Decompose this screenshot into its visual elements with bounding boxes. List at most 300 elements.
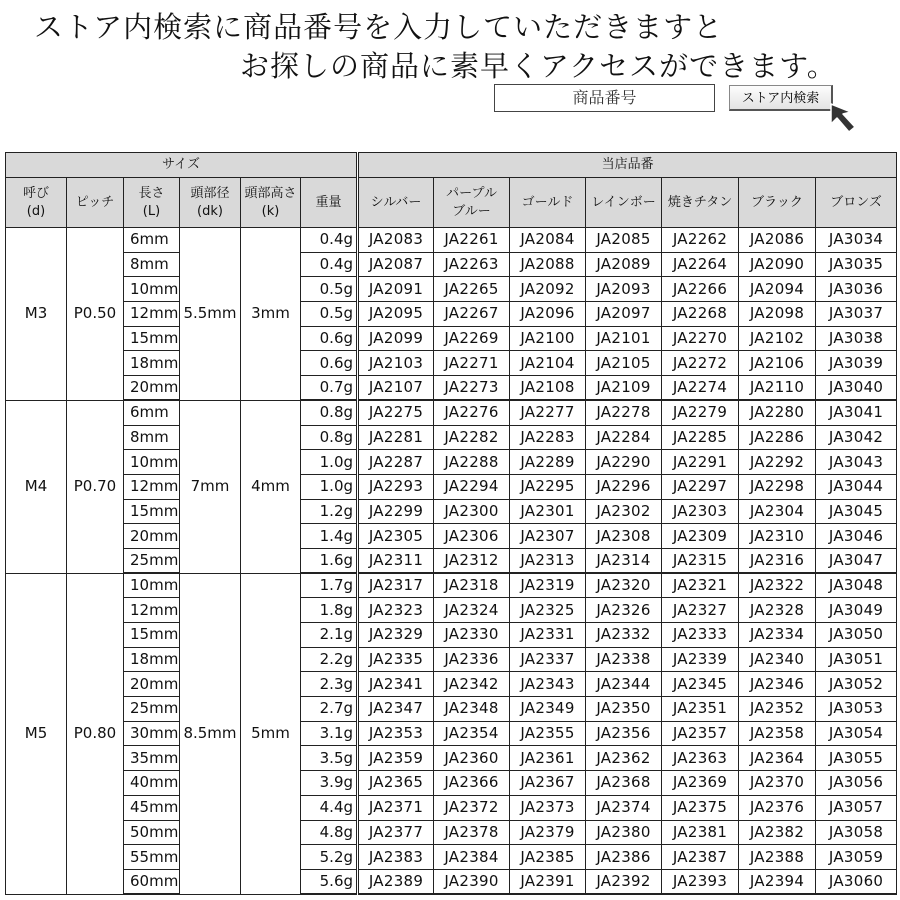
cell-product-code: JA2085 [586, 228, 662, 253]
cell-product-code: JA2105 [586, 351, 662, 376]
cell-product-code: JA2109 [586, 376, 662, 401]
col-header-finish-1: パープル ブルー [434, 178, 510, 228]
cell-product-code: JA2304 [739, 499, 816, 524]
cell-length: 10mm [124, 573, 180, 598]
cell-product-code: JA2388 [739, 845, 816, 870]
size-group-header: サイズ [6, 153, 358, 178]
table-row [6, 351, 897, 376]
cell-product-code: JA2365 [358, 771, 434, 796]
cell-product-code: JA2084 [510, 228, 586, 253]
cell-length: 8mm [124, 252, 180, 277]
cell-weight: 0.4g [301, 228, 358, 253]
cell-product-code: JA2091 [358, 277, 434, 302]
cell-product-code: JA2276 [434, 400, 510, 425]
cell-product-code: JA2372 [434, 795, 510, 820]
cell-weight: 1.0g [301, 474, 358, 499]
cell-length: 20mm [124, 672, 180, 697]
cell-product-code: JA2261 [434, 228, 510, 253]
cell-size: M3 [6, 228, 67, 401]
cell-product-code: JA2379 [510, 820, 586, 845]
cell-weight: 0.4g [301, 252, 358, 277]
table-row [6, 697, 897, 722]
col-header-length: 長さ (L) [124, 178, 180, 228]
cell-product-code: JA2264 [662, 252, 739, 277]
cell-product-code: JA3060 [816, 869, 897, 894]
cell-product-code: JA2333 [662, 623, 739, 648]
col-header-finish-5: ブラック [739, 178, 816, 228]
cell-product-code: JA3052 [816, 672, 897, 697]
cell-product-code: JA3051 [816, 647, 897, 672]
cell-product-code: JA3042 [816, 425, 897, 450]
column-header-row [6, 178, 897, 228]
table-row [6, 326, 897, 351]
cell-product-code: JA2281 [358, 425, 434, 450]
cell-product-code: JA2351 [662, 697, 739, 722]
cell-product-code: JA2334 [739, 623, 816, 648]
table-row [6, 623, 897, 648]
cell-product-code: JA2331 [510, 623, 586, 648]
cell-product-code: JA2294 [434, 474, 510, 499]
cell-product-code: JA2100 [510, 326, 586, 351]
cell-product-code: JA3043 [816, 450, 897, 475]
cell-product-code: JA2296 [586, 474, 662, 499]
cell-product-code: JA2092 [510, 277, 586, 302]
cell-weight: 0.6g [301, 326, 358, 351]
table-row [6, 252, 897, 277]
cell-product-code: JA2381 [662, 820, 739, 845]
cell-weight: 1.0g [301, 450, 358, 475]
cell-length: 10mm [124, 277, 180, 302]
cell-product-code: JA3057 [816, 795, 897, 820]
cell-product-code: JA2337 [510, 647, 586, 672]
cell-product-code: JA2387 [662, 845, 739, 870]
cell-product-code: JA2324 [434, 598, 510, 623]
cell-product-code: JA2290 [586, 450, 662, 475]
cell-product-code: JA2093 [586, 277, 662, 302]
cell-length: 40mm [124, 771, 180, 796]
cell-length: 10mm [124, 450, 180, 475]
cell-product-code: JA2311 [358, 548, 434, 573]
cell-product-code: JA2329 [358, 623, 434, 648]
cell-product-code: JA2364 [739, 746, 816, 771]
cell-product-code: JA3041 [816, 400, 897, 425]
cell-weight: 2.3g [301, 672, 358, 697]
cell-product-code: JA2282 [434, 425, 510, 450]
cell-product-code: JA2366 [434, 771, 510, 796]
cell-product-code: JA2280 [739, 400, 816, 425]
cell-product-code: JA2330 [434, 623, 510, 648]
table-row [6, 598, 897, 623]
col-header-head-diameter: 頭部径 (dk) [180, 178, 241, 228]
cell-product-code: JA2291 [662, 450, 739, 475]
cell-product-code: JA2363 [662, 746, 739, 771]
cell-product-code: JA3040 [816, 376, 897, 401]
cell-product-code: JA2325 [510, 598, 586, 623]
cell-product-code: JA2380 [586, 820, 662, 845]
cell-product-code: JA2326 [586, 598, 662, 623]
col-header-head-height: 頭部高さ (k) [241, 178, 301, 228]
cell-product-code: JA2271 [434, 351, 510, 376]
cell-product-code: JA2318 [434, 573, 510, 598]
cell-head-diameter: 7mm [180, 400, 241, 573]
cell-product-code: JA2345 [662, 672, 739, 697]
cell-weight: 2.2g [301, 647, 358, 672]
cell-product-code: JA2265 [434, 277, 510, 302]
cell-product-code: JA2293 [358, 474, 434, 499]
cell-product-code: JA3035 [816, 252, 897, 277]
cell-product-code: JA2376 [739, 795, 816, 820]
cell-weight: 0.7g [301, 376, 358, 401]
cell-product-code: JA2283 [510, 425, 586, 450]
cell-weight: 3.9g [301, 771, 358, 796]
cell-product-code: JA2346 [739, 672, 816, 697]
cell-weight: 0.8g [301, 400, 358, 425]
cell-product-code: JA2299 [358, 499, 434, 524]
cell-product-code: JA3049 [816, 598, 897, 623]
cell-product-code: JA2284 [586, 425, 662, 450]
cell-product-code: JA2268 [662, 302, 739, 327]
cell-product-code: JA3037 [816, 302, 897, 327]
cell-weight: 3.5g [301, 746, 358, 771]
cell-product-code: JA2371 [358, 795, 434, 820]
cell-product-code: JA2275 [358, 400, 434, 425]
cell-product-code: JA2313 [510, 548, 586, 573]
table-row [6, 746, 897, 771]
cell-length: 20mm [124, 376, 180, 401]
cell-size: M4 [6, 400, 67, 573]
cell-product-code: JA2323 [358, 598, 434, 623]
cell-product-code: JA3048 [816, 573, 897, 598]
cell-length: 35mm [124, 746, 180, 771]
cell-length: 50mm [124, 820, 180, 845]
table-row [6, 845, 897, 870]
cell-product-code: JA2343 [510, 672, 586, 697]
cell-product-code: JA2285 [662, 425, 739, 450]
cell-product-code: JA2320 [586, 573, 662, 598]
cell-weight: 4.4g [301, 795, 358, 820]
table-row [6, 573, 897, 598]
cell-length: 18mm [124, 351, 180, 376]
cell-product-code: JA2377 [358, 820, 434, 845]
cell-product-code: JA3058 [816, 820, 897, 845]
table-row [6, 524, 897, 549]
cell-product-code: JA2295 [510, 474, 586, 499]
table-row [6, 376, 897, 401]
cell-product-code: JA2110 [739, 376, 816, 401]
cell-product-code: JA2266 [662, 277, 739, 302]
table-row [6, 548, 897, 573]
cell-product-code: JA3034 [816, 228, 897, 253]
cell-product-code: JA2362 [586, 746, 662, 771]
cell-product-code: JA2297 [662, 474, 739, 499]
cell-head-height: 5mm [241, 573, 301, 894]
cell-product-code: JA2369 [662, 771, 739, 796]
cell-weight: 1.8g [301, 598, 358, 623]
cell-product-code: JA2087 [358, 252, 434, 277]
cell-product-code: JA2267 [434, 302, 510, 327]
cell-product-code: JA2344 [586, 672, 662, 697]
cell-product-code: JA2342 [434, 672, 510, 697]
store-search-button[interactable]: ストア内検索 [729, 85, 833, 111]
cell-length: 6mm [124, 400, 180, 425]
col-header-finish-4: 焼きチタン [662, 178, 739, 228]
cell-length: 15mm [124, 623, 180, 648]
cell-product-code: JA2386 [586, 845, 662, 870]
table-row [6, 820, 897, 845]
cell-length: 15mm [124, 326, 180, 351]
cell-length: 12mm [124, 598, 180, 623]
cell-product-code: JA2277 [510, 400, 586, 425]
cell-product-code: JA2315 [662, 548, 739, 573]
cell-weight: 1.4g [301, 524, 358, 549]
cell-product-code: JA2350 [586, 697, 662, 722]
cell-product-code: JA2314 [586, 548, 662, 573]
cell-length: 25mm [124, 548, 180, 573]
cell-product-code: JA2322 [739, 573, 816, 598]
cell-product-code: JA3055 [816, 746, 897, 771]
cell-length: 60mm [124, 869, 180, 894]
table-row [6, 672, 897, 697]
cell-product-code: JA2340 [739, 647, 816, 672]
cell-product-code: JA2339 [662, 647, 739, 672]
cell-product-code: JA2357 [662, 721, 739, 746]
cell-product-code: JA3054 [816, 721, 897, 746]
cell-pitch: P0.70 [67, 400, 124, 573]
cell-product-code: JA2341 [358, 672, 434, 697]
cell-product-code: JA2321 [662, 573, 739, 598]
cell-product-code: JA2358 [739, 721, 816, 746]
cell-weight: 5.2g [301, 845, 358, 870]
cell-weight: 0.8g [301, 425, 358, 450]
cell-weight: 4.8g [301, 820, 358, 845]
cell-product-code: JA2300 [434, 499, 510, 524]
cell-length: 12mm [124, 302, 180, 327]
cell-product-code: JA2385 [510, 845, 586, 870]
cell-product-code: JA2393 [662, 869, 739, 894]
cell-length: 8mm [124, 425, 180, 450]
product-code-table [5, 152, 897, 895]
col-header-finish-6: ブロンズ [816, 178, 897, 228]
table-body [6, 228, 897, 895]
cell-product-code: JA2370 [739, 771, 816, 796]
cell-weight: 2.7g [301, 697, 358, 722]
cell-product-code: JA2347 [358, 697, 434, 722]
cell-product-code: JA2302 [586, 499, 662, 524]
cell-length: 45mm [124, 795, 180, 820]
cell-pitch: P0.50 [67, 228, 124, 401]
cell-product-code: JA2383 [358, 845, 434, 870]
col-header-finish-2: ゴールド [510, 178, 586, 228]
cell-product-code: JA2394 [739, 869, 816, 894]
cell-product-code: JA2373 [510, 795, 586, 820]
cell-product-code: JA2382 [739, 820, 816, 845]
cell-product-code: JA2392 [586, 869, 662, 894]
cell-product-code: JA2391 [510, 869, 586, 894]
cell-weight: 3.1g [301, 721, 358, 746]
cell-product-code: JA2289 [510, 450, 586, 475]
cell-product-code: JA2086 [739, 228, 816, 253]
cell-product-code: JA2349 [510, 697, 586, 722]
cell-product-code: JA2272 [662, 351, 739, 376]
cell-length: 15mm [124, 499, 180, 524]
cell-weight: 2.1g [301, 623, 358, 648]
cell-product-code: JA3046 [816, 524, 897, 549]
cell-product-code: JA2367 [510, 771, 586, 796]
table-row [6, 499, 897, 524]
table-row [6, 647, 897, 672]
cell-product-code: JA2298 [739, 474, 816, 499]
cell-product-code: JA2327 [662, 598, 739, 623]
cell-product-code: JA3047 [816, 548, 897, 573]
cell-product-code: JA3045 [816, 499, 897, 524]
cell-product-code: JA2292 [739, 450, 816, 475]
cell-length: 6mm [124, 228, 180, 253]
cell-product-code: JA2286 [739, 425, 816, 450]
table-row [6, 721, 897, 746]
cell-product-code: JA2106 [739, 351, 816, 376]
cell-product-code: JA2360 [434, 746, 510, 771]
cell-product-code: JA2361 [510, 746, 586, 771]
cell-size: M5 [6, 573, 67, 894]
cell-head-diameter: 8.5mm [180, 573, 241, 894]
cell-product-code: JA3050 [816, 623, 897, 648]
cell-weight: 0.6g [301, 351, 358, 376]
cell-product-code: JA2338 [586, 647, 662, 672]
cell-product-code: JA2102 [739, 326, 816, 351]
cell-product-code: JA2312 [434, 548, 510, 573]
cell-length: 18mm [124, 647, 180, 672]
cell-product-code: JA2384 [434, 845, 510, 870]
cell-product-code: JA2348 [434, 697, 510, 722]
cell-product-code: JA2263 [434, 252, 510, 277]
headline-line-1: ストア内検索に商品番号を入力していただきますと [34, 10, 724, 44]
cell-length: 55mm [124, 845, 180, 870]
cell-product-code: JA2278 [586, 400, 662, 425]
cell-product-code: JA2270 [662, 326, 739, 351]
cell-product-code: JA3056 [816, 771, 897, 796]
cell-product-code: JA2368 [586, 771, 662, 796]
cell-head-height: 3mm [241, 228, 301, 401]
cell-product-code: JA2354 [434, 721, 510, 746]
cell-length: 25mm [124, 697, 180, 722]
cell-product-code: JA2316 [739, 548, 816, 573]
cell-product-code: JA2099 [358, 326, 434, 351]
cell-product-code: JA2332 [586, 623, 662, 648]
cell-product-code: JA3044 [816, 474, 897, 499]
cell-product-code: JA2096 [510, 302, 586, 327]
cell-head-diameter: 5.5mm [180, 228, 241, 401]
search-input[interactable]: 商品番号 [494, 84, 715, 112]
store-code-group-header: 当店品番 [358, 153, 897, 178]
cell-product-code: JA2307 [510, 524, 586, 549]
col-header-finish-3: レインボー [586, 178, 662, 228]
table-row [6, 795, 897, 820]
cell-weight: 1.6g [301, 548, 358, 573]
cell-product-code: JA3059 [816, 845, 897, 870]
cell-product-code: JA2273 [434, 376, 510, 401]
cell-product-code: JA2274 [662, 376, 739, 401]
cell-product-code: JA2378 [434, 820, 510, 845]
cell-product-code: JA2303 [662, 499, 739, 524]
table-row [6, 425, 897, 450]
col-header-finish-0: シルバー [358, 178, 434, 228]
cell-product-code: JA2094 [739, 277, 816, 302]
cell-product-code: JA2103 [358, 351, 434, 376]
cell-product-code: JA2319 [510, 573, 586, 598]
cell-product-code: JA2090 [739, 252, 816, 277]
cell-length: 30mm [124, 721, 180, 746]
col-header-weight: 重量 [301, 178, 358, 228]
cell-weight: 0.5g [301, 277, 358, 302]
cell-product-code: JA2356 [586, 721, 662, 746]
cell-product-code: JA2269 [434, 326, 510, 351]
cell-product-code: JA2083 [358, 228, 434, 253]
cell-product-code: JA2309 [662, 524, 739, 549]
table-row [6, 474, 897, 499]
col-header-size: 呼び (d) [6, 178, 67, 228]
cell-product-code: JA3053 [816, 697, 897, 722]
table-row [6, 228, 897, 253]
cell-product-code: JA2359 [358, 746, 434, 771]
cell-length: 20mm [124, 524, 180, 549]
cell-product-code: JA2097 [586, 302, 662, 327]
cell-product-code: JA2108 [510, 376, 586, 401]
cell-product-code: JA2353 [358, 721, 434, 746]
cell-product-code: JA2107 [358, 376, 434, 401]
cell-product-code: JA2374 [586, 795, 662, 820]
cell-product-code: JA2104 [510, 351, 586, 376]
cell-product-code: JA2389 [358, 869, 434, 894]
cell-product-code: JA2088 [510, 252, 586, 277]
cell-weight: 1.7g [301, 573, 358, 598]
table-row [6, 302, 897, 327]
cell-pitch: P0.80 [67, 573, 124, 894]
cell-product-code: JA2352 [739, 697, 816, 722]
table-row [6, 869, 897, 894]
cell-product-code: JA2279 [662, 400, 739, 425]
cell-product-code: JA2301 [510, 499, 586, 524]
cell-product-code: JA2310 [739, 524, 816, 549]
cell-product-code: JA2335 [358, 647, 434, 672]
cell-product-code: JA2375 [662, 795, 739, 820]
headline-line-2: お探しの商品に素早くアクセスができます。 [240, 49, 837, 83]
cell-product-code: JA2089 [586, 252, 662, 277]
cell-product-code: JA3036 [816, 277, 897, 302]
cell-product-code: JA2098 [739, 302, 816, 327]
cell-product-code: JA3038 [816, 326, 897, 351]
arrow-cursor-icon [829, 102, 863, 136]
cell-product-code: JA3039 [816, 351, 897, 376]
col-header-pitch: ピッチ [67, 178, 124, 228]
cell-head-height: 4mm [241, 400, 301, 573]
cell-product-code: JA2095 [358, 302, 434, 327]
cell-product-code: JA2287 [358, 450, 434, 475]
cell-product-code: JA2306 [434, 524, 510, 549]
cell-product-code: JA2262 [662, 228, 739, 253]
cell-product-code: JA2288 [434, 450, 510, 475]
table-row [6, 400, 897, 425]
cell-product-code: JA2101 [586, 326, 662, 351]
cell-length: 12mm [124, 474, 180, 499]
cell-product-code: JA2336 [434, 647, 510, 672]
cell-weight: 1.2g [301, 499, 358, 524]
cell-weight: 5.6g [301, 869, 358, 894]
cell-product-code: JA2308 [586, 524, 662, 549]
table-row [6, 771, 897, 796]
cell-product-code: JA2355 [510, 721, 586, 746]
table-row [6, 277, 897, 302]
cell-product-code: JA2317 [358, 573, 434, 598]
